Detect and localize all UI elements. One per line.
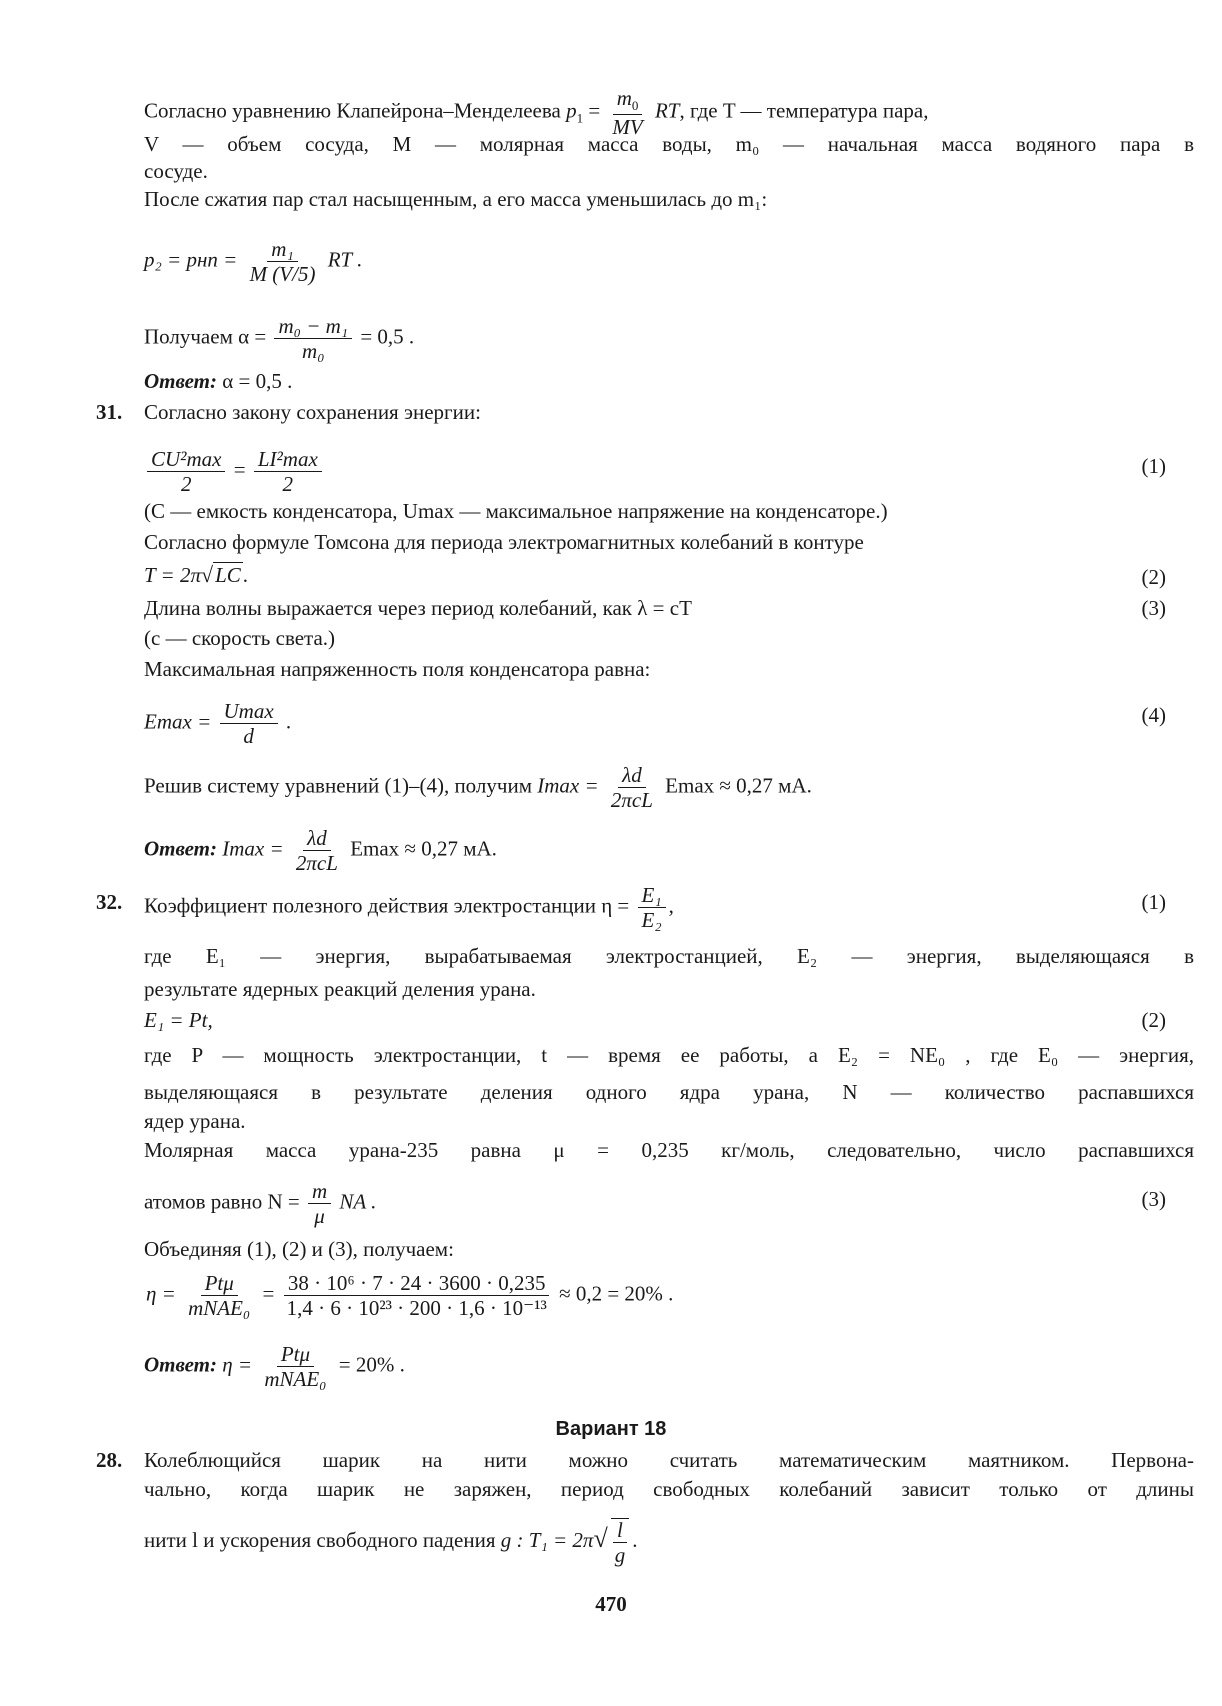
p31-line4: Длина волны выражается через период колебаний, как λ = cT — [144, 596, 692, 620]
p32-line8: Молярная масса урана-235 равна μ = 0,235 кг/моль, следовательно, число распавшихся — [144, 1138, 1194, 1162]
p30-formula-p2: p₂ = pнп = $\frac{\text{m₁}}{M (V/5)}$ RT . — [144, 237, 363, 287]
p32-line7: ядер урана. — [144, 1109, 246, 1133]
page-number: 470 — [595, 1592, 627, 1616]
eq-ref-32-3: (3) — [1141, 1187, 1166, 1211]
p31-formula2: T = 2π√LC. — [144, 562, 249, 587]
p31-line2: (C — емкость конденсатора, Umax — максимальное напряжение на конденсаторе.) — [144, 499, 888, 523]
p32-line9: атомов равно N = $\frac{m}{\mu}$ NA . — [144, 1179, 377, 1229]
eq-ref-4: (4) — [1141, 703, 1166, 727]
eq-ref-3: (3) — [1141, 596, 1166, 620]
p31-line5: (c — скорость света.) — [144, 626, 336, 650]
p28-line3: нити l и ускорения свободного падения g : T₁ = 2π√ $\frac{l}{g}$ . — [144, 1518, 638, 1568]
p28-line2: чально, когда шарик не заряжен, период свободных колебаний зависит только от длины — [144, 1477, 1194, 1501]
eq-ref-32-2: (2) — [1141, 1008, 1166, 1032]
p31-line6: Максимальная напряженность поля конденсатора равна: — [144, 657, 651, 681]
problem-32-number: 32. — [96, 890, 123, 914]
p32-line5: где P — мощность электростанции, t — время ее работы, а E₂ = NE₀ , где E₀ — энергия, — [144, 1043, 1194, 1067]
p32-line4: E₁ = Pt, — [144, 1008, 213, 1032]
variant-heading: Вариант 18 — [555, 1418, 667, 1440]
p31-solution: Решив систему уравнений (1)–(4), получим Imax = $\frac{\lambda d}{\text{2πcL}}$ Emax ≈ 0,27 мА. — [144, 763, 812, 813]
problem-28-number: 28. — [96, 1448, 123, 1472]
p30-line2: V — объем сосуда, M — молярная масса воды, m₀ — начальная масса водяного пара в — [144, 132, 1194, 156]
p31-formula1: $\frac{\text{CU²max}}{2}$ = $\frac{\text{LI²max}}{2}$ — [144, 448, 1194, 495]
p32-answer: Ответ: η = $\frac{\text{Ptμ}}{\text{mNAE₀}}$ = 20% . — [144, 1342, 405, 1392]
problem-31-number: 31. — [96, 400, 123, 424]
p32-line6: выделяющаяся в результате деления одного ядра урана, N — количество распавшихся — [144, 1080, 1194, 1104]
p31-answer: Ответ: Imax = $\frac{\lambda d}{\text{2πcL}}$ Emax ≈ 0,27 мА. — [144, 826, 497, 876]
p31-line1: Согласно закону сохранения энергии: — [144, 400, 481, 424]
p31-formula4: Emax = $\frac{Umax}{d}$ . — [144, 699, 292, 749]
eq-ref-2: (2) — [1141, 565, 1166, 589]
p30-result: Получаем α = $\frac{\text{m₀ − m₁}}{\text{m₀}}$ = 0,5 . — [144, 314, 415, 364]
p30-line1: Согласно уравнению Клапейрона–Менделеева $p_1$ = $\frac{m_0}{MV}$ RT, где T — температура пара, — [144, 86, 929, 139]
p30-line4: После сжатия пар стал насыщенным, а его масса уменьшилась до m₁: — [144, 187, 768, 211]
p31-line3: Согласно формуле Томсона для периода электромагнитных колебаний в контуре — [144, 530, 864, 554]
p30-line3: сосуде. — [144, 159, 208, 183]
p32-line10: Объединяя (1), (2) и (3), получаем: — [144, 1237, 454, 1261]
eq-ref-32-1: (1) — [1141, 890, 1166, 914]
p32-line2: где E₁ — энергия, вырабатываемая электростанцией, E₂ — энергия, выделяющаяся в — [144, 944, 1194, 968]
p32-line3: результате ядерных реакций деления урана. — [144, 977, 536, 1001]
p32-efficiency-formula: η = $\frac{\text{Ptμ}}{\text{mNAE₀}}$ = $\frac{\text{38 · 10⁶ · 7 · 24 · 3600 · 0,235}}{\text{1,4 · 6 · 10²³ · 200 · 1,6 · 10⁻¹³}}$ ≈ 0,2 = 20% . — [146, 1271, 674, 1321]
p30-answer: Ответ: α = 0,5 . — [144, 369, 293, 393]
p28-line1: Колеблющийся шарик на нити можно считать математическим маятником. Первона- — [144, 1448, 1194, 1472]
p32-line1: Коэффициент полезного действия электростанции η = $\frac{\text{E₁}}{\text{E₂}}$ , — [144, 883, 674, 933]
eq-ref-1: (1) — [1141, 454, 1166, 478]
